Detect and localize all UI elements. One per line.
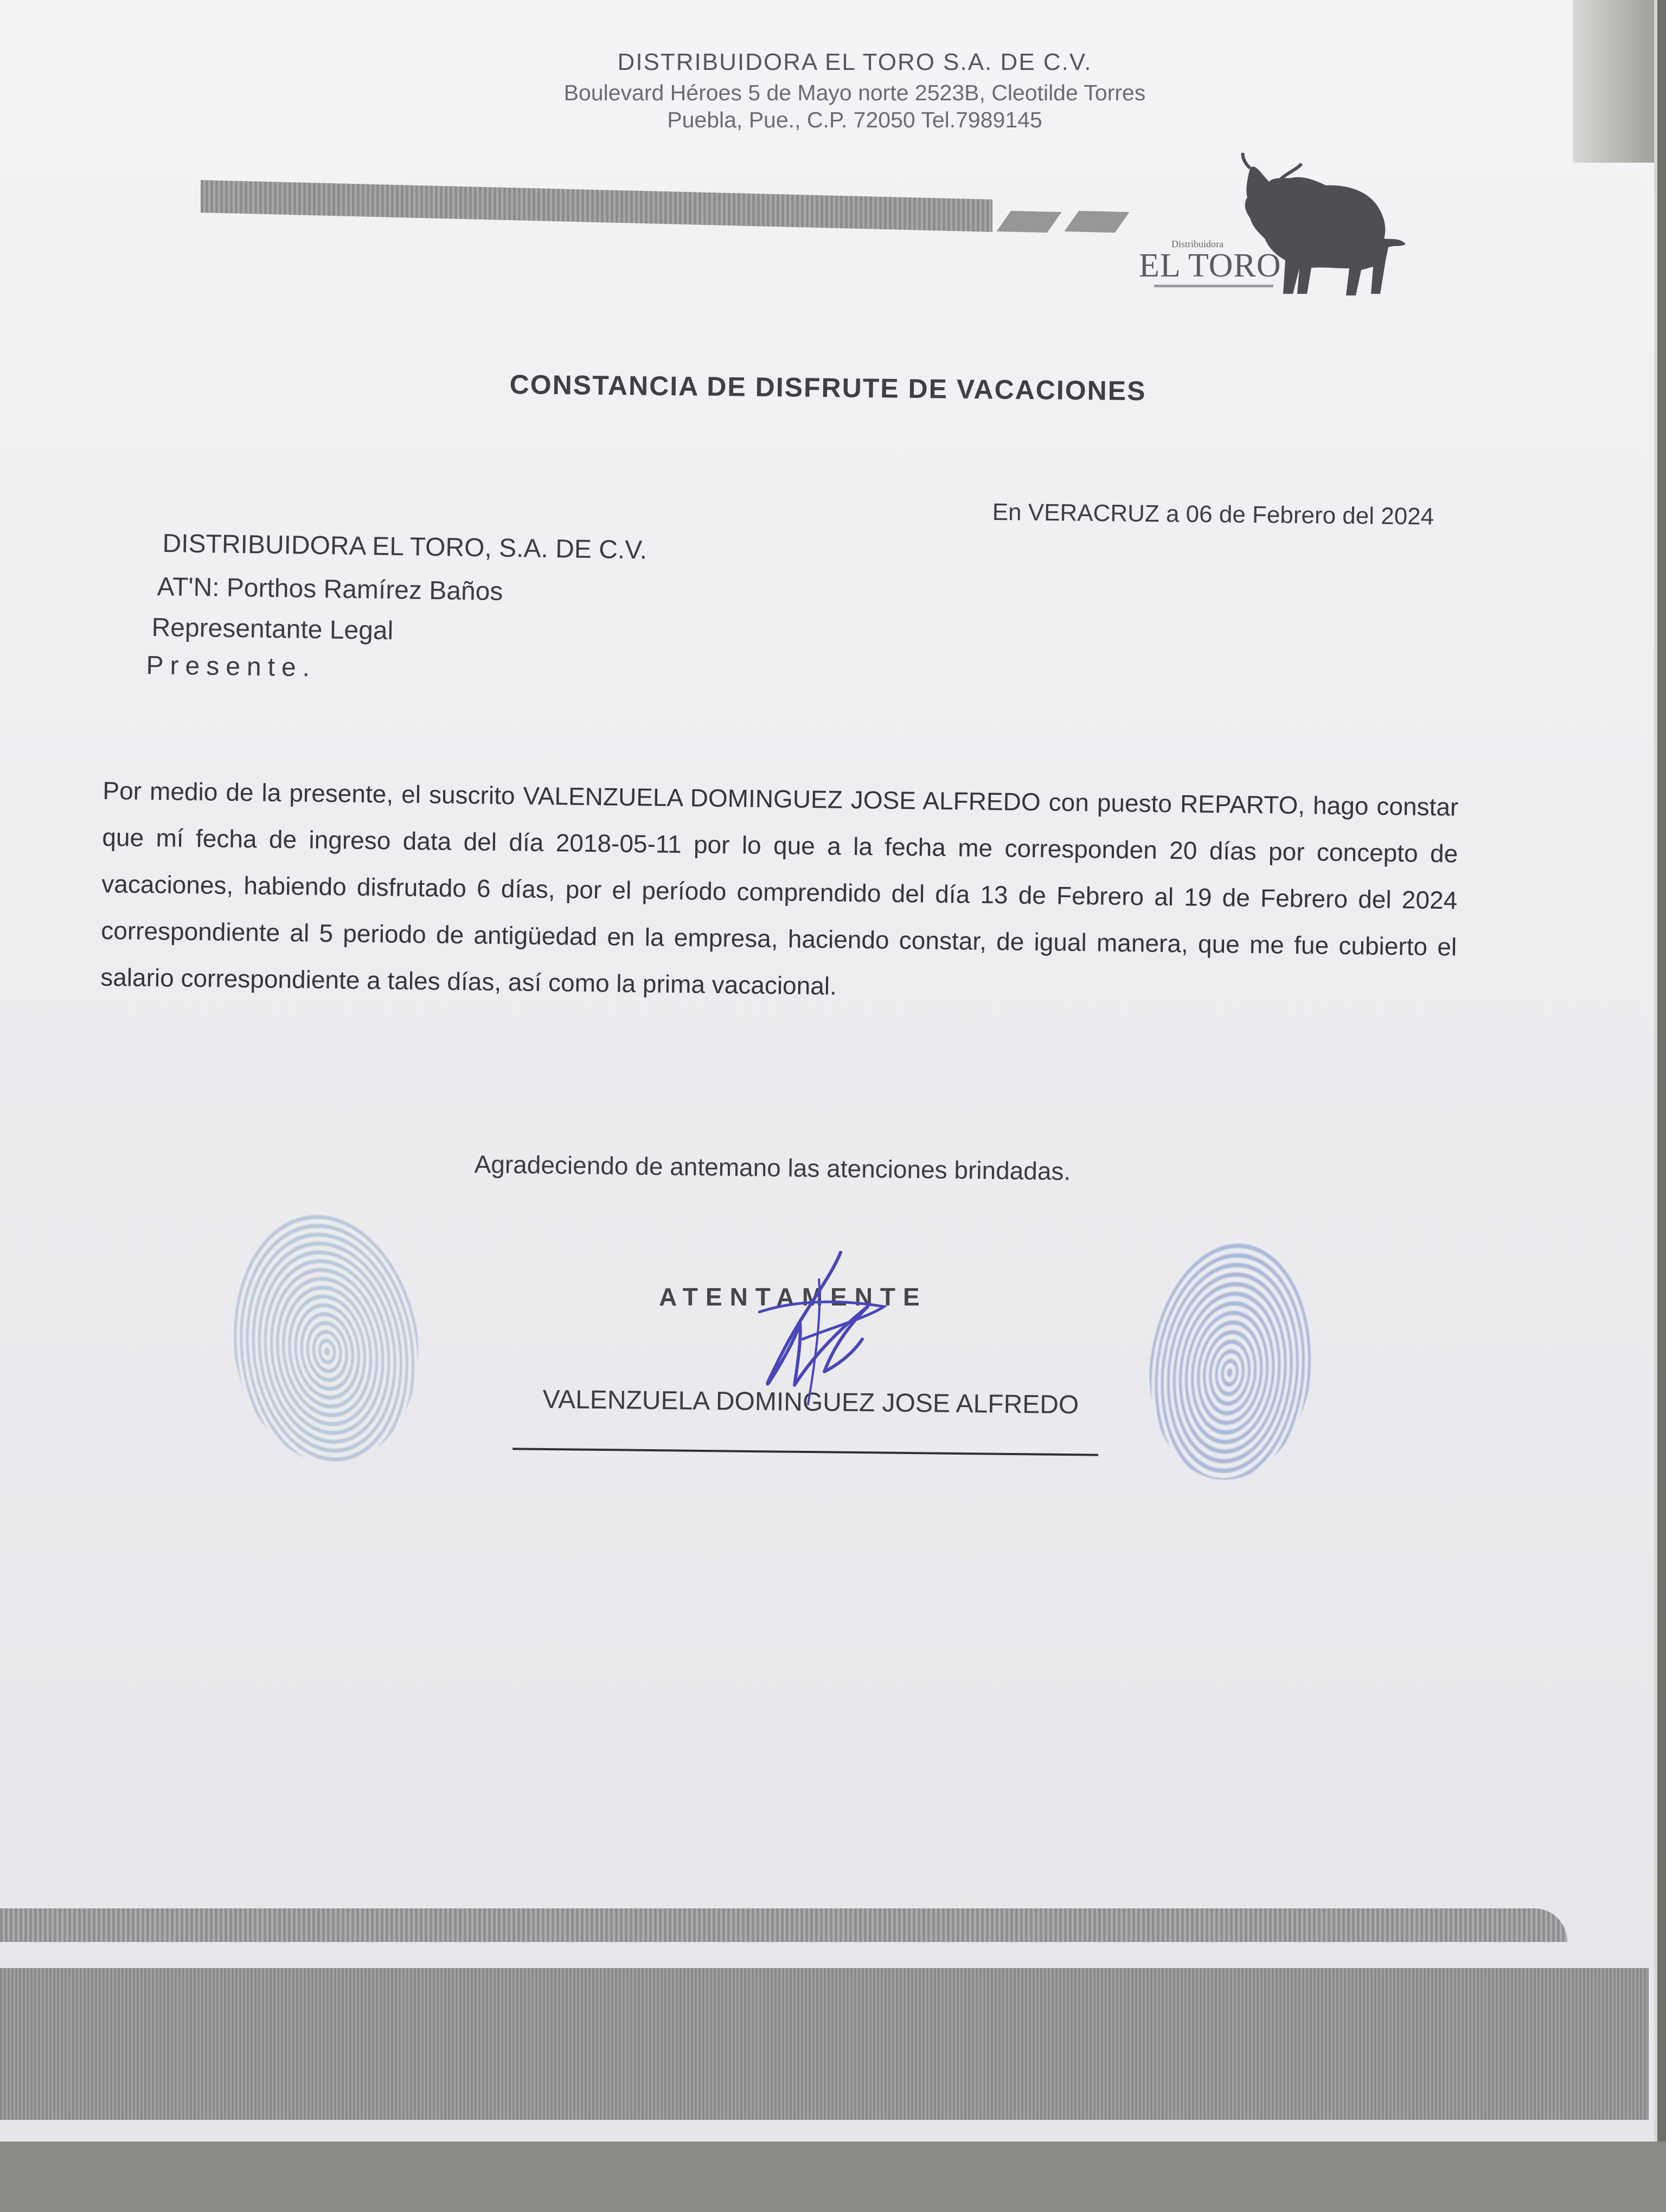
signature-line bbox=[512, 1448, 1098, 1456]
letterhead-address-line-2: Puebla, Pue., C.P. 72050 Tel.7989145 bbox=[667, 107, 1042, 132]
fingerprint-left bbox=[217, 1203, 434, 1476]
addressee-attention: AT'N: Porthos Ramírez Baños bbox=[157, 572, 503, 606]
footer-band-upper bbox=[0, 1908, 1567, 1942]
addressee-presente: Presente. bbox=[146, 651, 317, 683]
closing-line: Agradeciendo de antemano las atenciones brindadas. bbox=[474, 1150, 1071, 1186]
fingerprint-right bbox=[1138, 1234, 1324, 1488]
footer-band-lower bbox=[0, 1968, 1649, 2120]
logo-subtitle: Distribuidora bbox=[1171, 239, 1223, 249]
place-date: En VERACRUZ a 06 de Febrero del 2024 bbox=[992, 499, 1434, 530]
el-toro-logo bbox=[1139, 152, 1421, 314]
body-paragraph: Por medio de la presente, el suscrito VALENZUELA DOMINGUEZ JOSE ALFREDO con puesto REPARTO, hago constar que mí fecha de ingreso data del día 2018-05-11 por lo que a la fecha me corresponden 20 días por concepto de vacaciones, habiendo disfrutado 6 días, por el período comprendido del día 13 de Febrero al 19 de Febrero del 2024 correspondiente al 5 periodo de antigüedad en la empresa, haciendo constar, de igual manera, que me fue cubierto el salario correspondiente a tales días, así como la prima vacacional. bbox=[100, 776, 1459, 1000]
document-title: CONSTANCIA DE DISFRUTE DE VACACIONES bbox=[509, 369, 1146, 407]
letterhead-band bbox=[201, 180, 992, 232]
addressee-company: DISTRIBUIDORA EL TORO, S.A. DE C.V. bbox=[162, 529, 648, 565]
logo-wordmark: EL TORO bbox=[1139, 247, 1281, 284]
letterhead-address-line-1: Boulevard Héroes 5 de Mayo norte 2523B, Cleotilde Torres bbox=[563, 80, 1146, 105]
logo-tagline-rule bbox=[1154, 285, 1273, 287]
signer-name: VALENZUELA DOMINGUEZ JOSE ALFREDO bbox=[542, 1385, 1079, 1420]
bull-icon bbox=[1139, 152, 1421, 314]
letterhead-band-tab bbox=[1065, 211, 1130, 233]
background-surface bbox=[0, 2142, 1666, 2212]
letterhead-band-tab bbox=[997, 211, 1062, 233]
sign-off: ATENTAMENTE bbox=[659, 1283, 927, 1311]
letterhead-company: DISTRIBUIDORA EL TORO S.A. DE C.V. bbox=[617, 49, 1092, 75]
handwritten-signature bbox=[705, 1247, 911, 1420]
addressee-role: Representante Legal bbox=[151, 613, 394, 646]
